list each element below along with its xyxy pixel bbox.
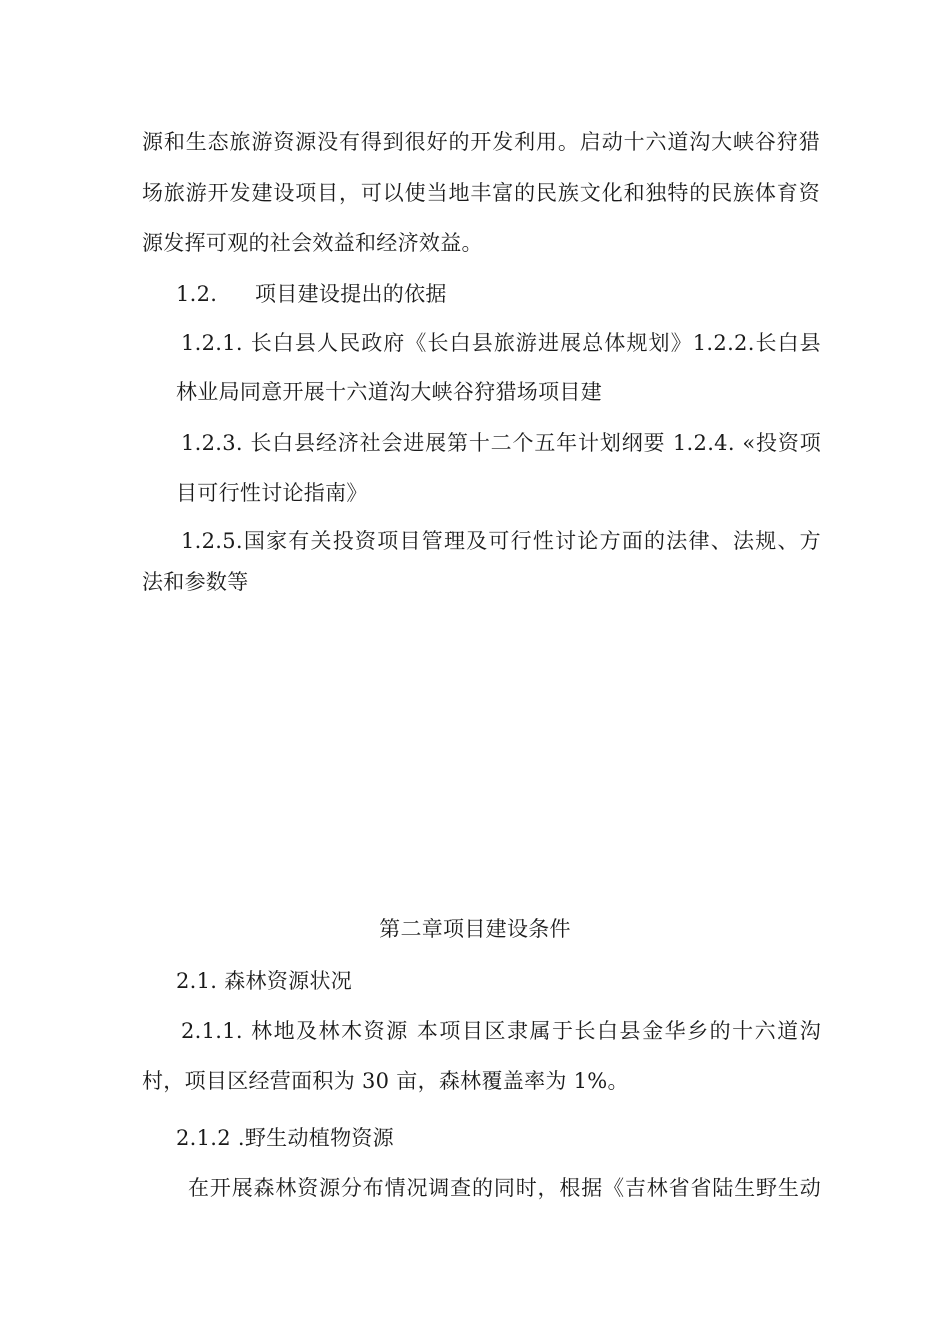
paragraph-line: 源和生态旅游资源没有得到很好的开发利用。启动十六道沟大峡谷狩猎 [142,130,820,154]
section-heading: 2.1. 森林资源状况 [176,969,353,993]
paragraph-line: 2.1.1. 林地及林木资源 本项目区隶属于长白县金华乡的十六道沟 [181,1019,821,1043]
paragraph-line: 源发挥可观的社会效益和经济效益。 [142,231,483,255]
paragraph-line: 村，项目区经营面积为 30 亩，森林覆盖率为 1%。 [142,1069,629,1093]
paragraph-line: 法和参数等 [142,570,249,594]
paragraph-line: 1.2.3. 长白县经济社会进展第十二个五年计划纲要 1.2.4. «投资项 [181,431,821,455]
paragraph-line: 林业局同意开展十六道沟大峡谷狩猎场项目建 [176,380,602,404]
section-heading: 项目建设提出的依据 [255,282,447,306]
paragraph-line: 在开展森林资源分布情况调查的同时，根据《吉林省省陆生野生动 [188,1176,821,1200]
paragraph-line: 场旅游开发建设项目，可以使当地丰富的民族文化和独特的民族体育资 [142,181,820,205]
paragraph-line: 1.2.5.国家有关投资项目管理及可行性讨论方面的法律、法规、方 [181,529,821,553]
section-number: 1.2. [176,282,218,306]
paragraph-line: 1.2.1. 长白县人民政府《长白县旅游进展总体规划》1.2.2.长白县 [181,331,821,355]
paragraph-line: 目可行性讨论指南》 [176,481,368,505]
chapter-title: 第二章项目建设条件 [379,917,571,941]
section-heading: 2.1.2 .野生动植物资源 [176,1126,394,1150]
